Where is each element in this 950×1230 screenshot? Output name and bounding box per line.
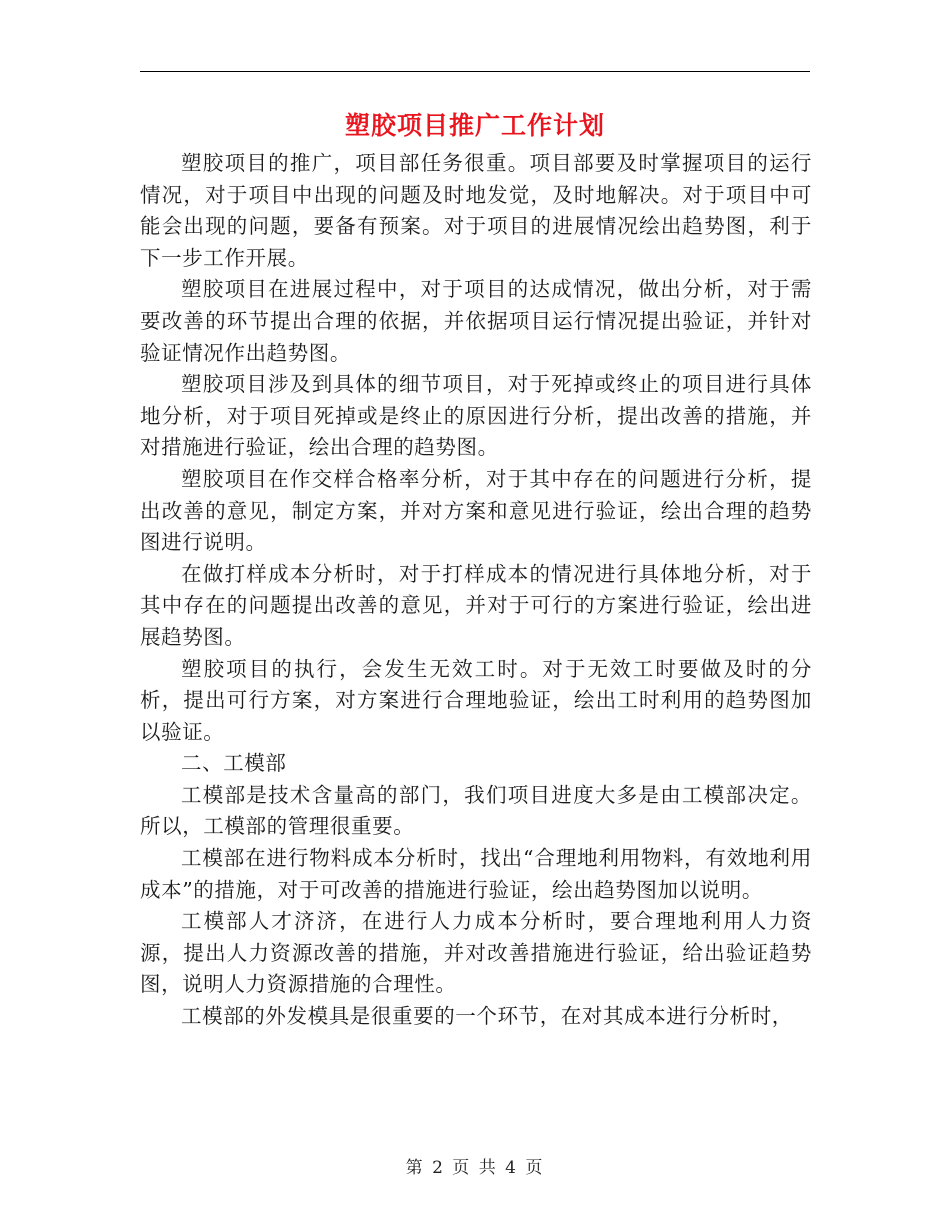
paragraph-3: 塑胶项目涉及到具体的细节项目，对于死掉或终止的项目进行具体地分析，对于项目死掉或是终止的原因进行分析，提出改善的措施，并对措施进行验证，绘出合理的趋势图。 [140,372,812,460]
document-body [140,148,812,1033]
paragraph-5: 在做打样成本分析时，对于打样成本的情况进行具体地分析，对于其中存在的问题提出改善的意见，并对于可行的方案进行验证，绘出进展趋势图。 [140,561,812,649]
paragraph-2: 塑胶项目在进展过程中，对于项目的达成情况，做出分析，对于需要改善的环节提出合理的依据，并依据项目运行情况提出验证，并针对验证情况作出趋势图。 [140,277,812,365]
section-heading-tooling: 二、工模部 [181,751,287,776]
paragraph-9: 工模部人才济济，在进行人力成本分析时，要合理地利用人力资源，提出人力资源改善的措施，并对改善措施进行验证，给出验证趋势图，说明人力资源措施的合理性。 [140,909,812,997]
paragraph-7: 工模部是技术含量高的部门，我们项目进度大多是由工模部决定。所以，工模部的管理很重要。 [140,782,812,839]
paragraph-8: 工模部在进行物料成本分析时，找出“合理地利用物料，有效地利用成本”的措施，对于可改善的措施进行验证，绘出趋势图加以说明。 [140,846,812,902]
page-number: 第 2 页 共 4 页 [405,1158,545,1178]
paragraph-10: 工模部的外发模具是很重要的一个环节，在对其成本进行分析时， [181,1004,793,1029]
paragraph-4: 塑胶项目在作交样合格率分析，对于其中存在的问题进行分析，提出改善的意见，制定方案，并对方案和意见进行验证，绘出合理的趋势图进行说明。 [140,466,812,555]
paragraph-1: 塑胶项目的推广，项目部任务很重。项目部要及时掌握项目的运行情况，对于项目中出现的问题及时地发觉，及时地解决。对于项目中可能会出现的问题，要备有预案。对于项目的进展情况绘出趋势图，利于下一步工作开展。 [140,151,812,270]
header-rule [140,71,810,72]
document-title: 塑胶项目推广工作计划 [344,111,605,140]
paragraph-6: 塑胶项目的执行，会发生无效工时。对于无效工时要做及时的分析，提出可行方案，对方案进行合理地验证，绘出工时利用的趋势图加以验证。 [140,656,812,744]
